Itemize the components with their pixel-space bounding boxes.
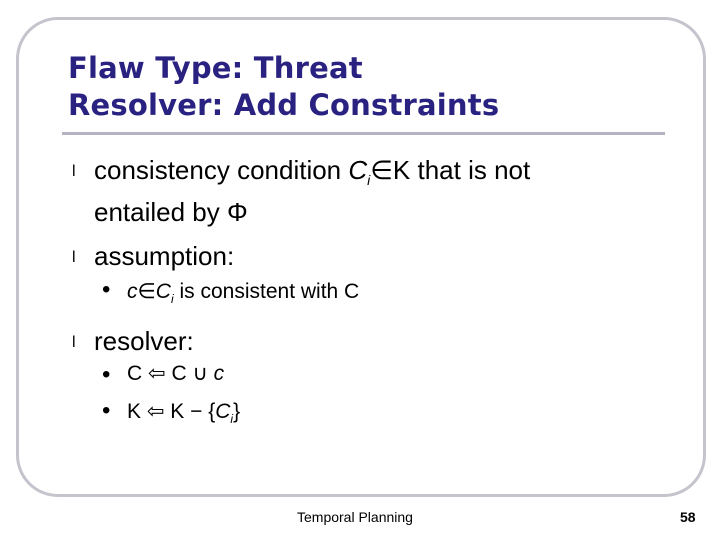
- page-number: 58: [680, 509, 696, 525]
- bullet-assumption: assumption:: [94, 241, 235, 271]
- sub-bullet-update-c: C ⇦ C ∪ c: [127, 362, 225, 385]
- sub-bullet-marker: •: [102, 276, 111, 303]
- sub-bullet-update-k: K ⇦ $K - \{C_i\}$: [127, 400, 241, 427]
- bullet-marker: l: [72, 163, 76, 180]
- bullet-marker: l: [72, 249, 76, 266]
- title-divider: [62, 132, 665, 135]
- bullet-consistency-line-2: entailed by Φ: [94, 197, 248, 227]
- title-line-2: Resolver: Add Constraints: [68, 88, 500, 122]
- arrow-left-icon: ⇦: [148, 362, 166, 385]
- bullet-consistency-line-1: consistency condition $C_i\in K$ that is not: [94, 155, 531, 189]
- bullet-marker: l: [72, 334, 76, 351]
- arrow-left-icon: ⇦: [146, 400, 165, 423]
- sub-bullet-marker: •: [102, 397, 111, 424]
- footer-title: Temporal Planning: [297, 509, 413, 525]
- title-line-1: Flaw Type: Threat: [68, 51, 363, 85]
- slide-title: [68, 50, 499, 124]
- bullet-resolver: resolver:: [94, 326, 194, 356]
- sub-bullet-consistent: $c\in C_i$ is consistent with C: [127, 280, 360, 307]
- sub-bullet-marker: •: [102, 361, 111, 388]
